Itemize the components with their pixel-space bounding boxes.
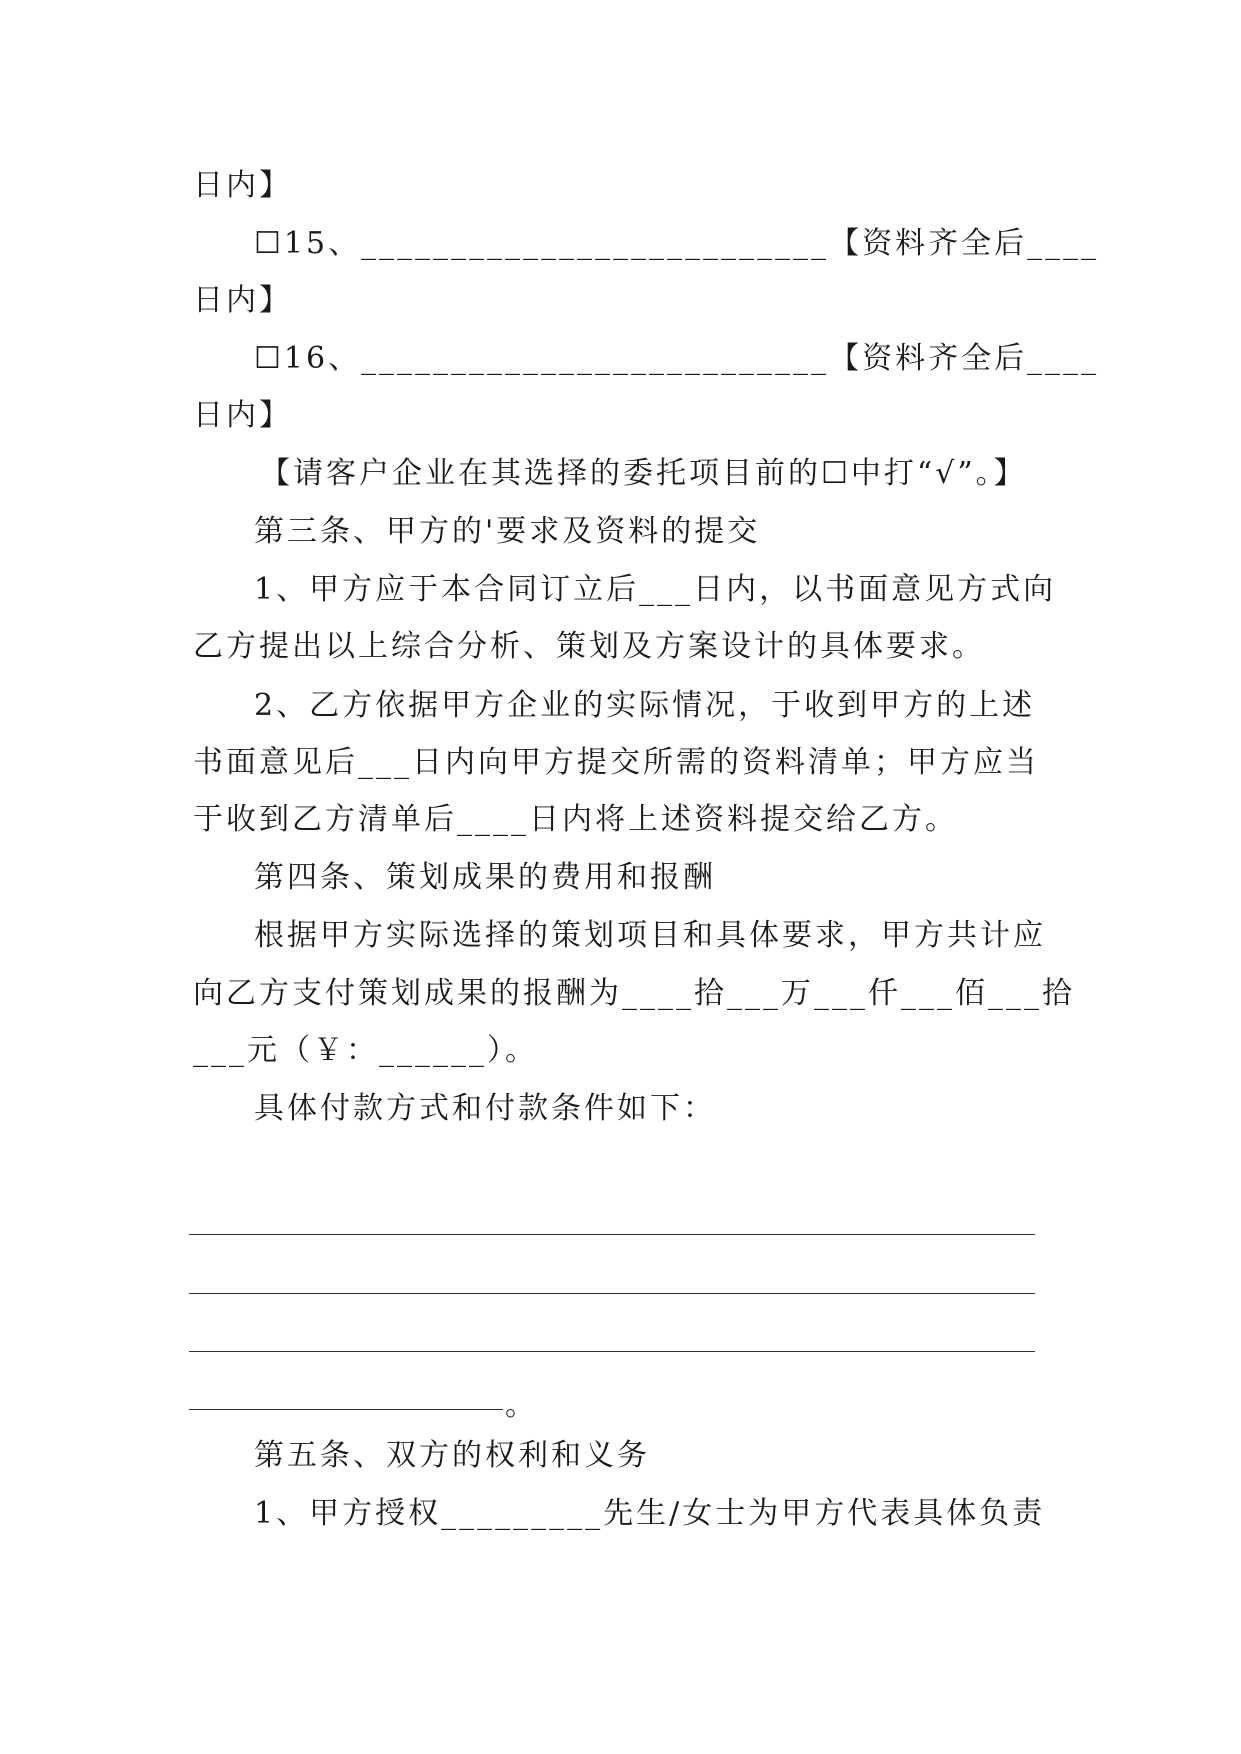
checkbox-item-16: ☐16、__________________________【资料齐全后____ (254, 341, 1100, 376)
text-line: 日内】 (193, 168, 292, 203)
blank-line (189, 1351, 1035, 1352)
checkbox-item-15: ☐15、__________________________【资料齐全后____ (254, 226, 1100, 261)
paragraph-line: 1、甲方授权_________先生/女士为甲方代表具体负责 (254, 1496, 1046, 1531)
paragraph-line: 1、甲方应于本合同订立后___日内，以书面意见方式向 (254, 572, 1057, 607)
text-line: 日内】 (193, 398, 292, 433)
text-line: 日内】 (193, 283, 292, 318)
instruction-note: 【请客户企业在其选择的委托项目前的☐中打“√”。】 (260, 456, 1027, 491)
paragraph-line: 书面意见后___日内向甲方提交所需的资料清单；甲方应当 (193, 745, 1039, 780)
section-heading-4: 第四条、策划成果的费用和报酬 (254, 860, 716, 895)
paragraph-line: 2、乙方依据甲方企业的实际情况，于收到甲方的上述 (254, 688, 1036, 723)
blank-line (189, 1293, 1035, 1294)
period-mark: 。 (505, 1388, 538, 1423)
section-heading-3: 第三条、甲方的'要求及资料的提交 (254, 514, 761, 549)
paragraph-line: 于收到乙方清单后____日内将上述资料提交给乙方。 (193, 802, 958, 837)
paragraph-line: 根据甲方实际选择的策划项目和具体要求，甲方共计应 (254, 918, 1046, 953)
paragraph-line: 向乙方支付策划成果的报酬为____拾___万___仟___佰___拾 (193, 976, 1075, 1011)
paragraph-line: 乙方提出以上综合分析、策划及方案设计的具体要求。 (193, 629, 985, 664)
blank-line (189, 1234, 1035, 1235)
paragraph-line: 具体付款方式和付款条件如下： (254, 1091, 716, 1126)
paragraph-line: ___元（￥：______）。 (193, 1033, 538, 1068)
section-heading-5: 第五条、双方的权利和义务 (254, 1438, 650, 1473)
blank-line (189, 1409, 503, 1410)
